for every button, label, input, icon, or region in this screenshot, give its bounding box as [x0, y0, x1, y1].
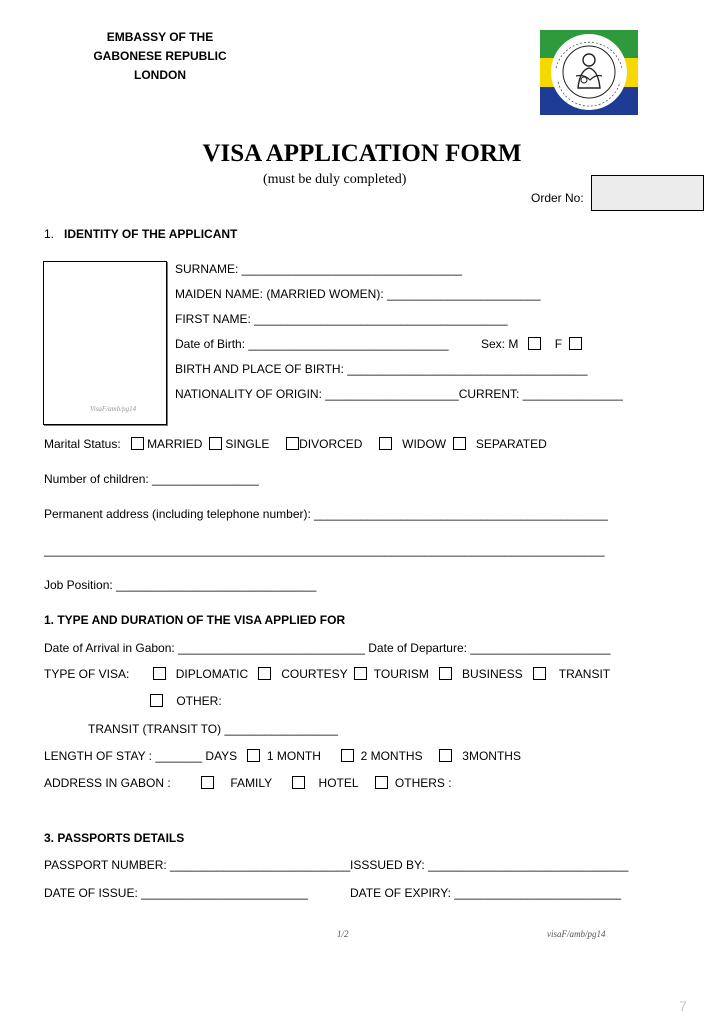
- arrival-departure-field[interactable]: Date of Arrival in Gabon: ____________________________ Date of Departure: _____________________: [44, 641, 611, 655]
- photo-box: [43, 261, 167, 425]
- divorced-checkbox[interactable]: [286, 437, 299, 450]
- diplomatic-label: DIPLOMATIC: [175, 667, 249, 681]
- gabon-emblem-logo: [540, 30, 638, 115]
- two-months-label: 2 MONTHS: [360, 749, 423, 763]
- permanent-address-field[interactable]: Permanent address (including telephone number): ____________________________________________: [44, 507, 608, 521]
- sex-male-label: Sex: M: [481, 337, 519, 351]
- other-visa-checkbox[interactable]: [150, 694, 163, 707]
- first-name-field[interactable]: FIRST NAME: ______________________________________: [175, 312, 508, 326]
- date-of-issue-field[interactable]: DATE OF ISSUE: _________________________: [44, 886, 308, 900]
- sex-female-checkbox[interactable]: [569, 337, 582, 350]
- order-number-label: Order No:: [531, 191, 584, 205]
- single-label: SINGLE: [225, 437, 270, 451]
- section-1-number: 1.: [44, 227, 55, 241]
- one-month-label: 1 MONTH: [266, 749, 321, 763]
- address-in-gabon-row: [44, 776, 452, 790]
- hotel-label: HOTEL: [318, 776, 359, 790]
- others-checkbox[interactable]: [375, 776, 388, 789]
- diplomatic-checkbox[interactable]: [153, 667, 166, 680]
- separated-checkbox[interactable]: [453, 437, 466, 450]
- job-position-field[interactable]: Job Position: ______________________________: [44, 578, 317, 592]
- separated-label: SEPARATED: [475, 437, 547, 451]
- form-subtitle: (must be duly completed): [263, 172, 407, 187]
- embassy-line-2: GABONESE REPUBLIC: [93, 49, 227, 63]
- others-label: OTHERS :: [394, 776, 452, 790]
- issued-by-field[interactable]: ISSSUED BY: ______________________________: [350, 858, 629, 872]
- single-checkbox[interactable]: [209, 437, 222, 450]
- length-of-stay-days-field[interactable]: LENGTH OF STAY : _______ DAYS: [44, 749, 238, 763]
- family-label: FAMILY: [230, 776, 273, 790]
- section-1-heading: [44, 227, 237, 241]
- permanent-address-line-2[interactable]: ____________________________________________________________________________________: [44, 543, 605, 557]
- embassy-line-1: EMBASSY OF THE: [106, 30, 214, 44]
- order-number-field[interactable]: [591, 175, 704, 211]
- married-checkbox[interactable]: [131, 437, 144, 450]
- other-visa-label: OTHER:: [176, 694, 222, 708]
- business-checkbox[interactable]: [439, 667, 452, 680]
- section-3-heading: 3. PASSPORTS DETAILS: [44, 831, 185, 845]
- one-month-checkbox[interactable]: [247, 749, 260, 762]
- date-of-birth-field[interactable]: Date of Birth: ______________________________: [175, 337, 449, 351]
- transit-to-field[interactable]: TRANSIT (TRANSIT TO) _________________: [88, 722, 338, 736]
- courtesy-label: COURTESY: [281, 667, 348, 681]
- length-of-stay-row: [44, 749, 521, 763]
- transit-label: TRANSIT: [558, 667, 611, 681]
- nationality-field[interactable]: NATIONALITY OF ORIGIN: ____________________CURRENT: _______________: [175, 387, 623, 401]
- transit-checkbox[interactable]: [533, 667, 546, 680]
- maiden-name-field[interactable]: MAIDEN NAME: (MARRIED WOMEN): _______________________: [175, 287, 541, 301]
- business-label: BUSINESS: [461, 667, 523, 681]
- footer-page-number: 1/2: [337, 929, 349, 939]
- embassy-address: [80, 28, 240, 85]
- family-checkbox[interactable]: [201, 776, 214, 789]
- divorced-label: DIVORCED: [299, 437, 363, 451]
- three-months-label: 3MONTHS: [462, 749, 521, 763]
- visa-type-row: [44, 667, 610, 681]
- birth-place-field[interactable]: BIRTH AND PLACE OF BIRTH: ____________________________________: [175, 362, 588, 376]
- form-title: VISA APPLICATION FORM: [202, 140, 522, 167]
- visa-type-label: TYPE OF VISA:: [44, 667, 130, 681]
- two-months-checkbox[interactable]: [341, 749, 354, 762]
- surname-field[interactable]: SURNAME: _________________________________: [175, 262, 462, 276]
- marital-status-label: Marital Status:: [44, 437, 121, 451]
- hotel-checkbox[interactable]: [292, 776, 305, 789]
- sex-female-label: F: [554, 337, 563, 351]
- passport-number-field[interactable]: PASSPORT NUMBER: ___________________________: [44, 858, 351, 872]
- embassy-line-3: LONDON: [134, 68, 186, 82]
- number-of-children-field[interactable]: Number of children: ________________: [44, 472, 259, 486]
- address-in-gabon-label: ADDRESS IN GABON :: [44, 776, 171, 790]
- married-label: MARRIED: [147, 437, 203, 451]
- footer-reference: visaF/amb/pg14: [547, 929, 606, 939]
- widow-checkbox[interactable]: [379, 437, 392, 450]
- marital-status-row: [44, 437, 547, 451]
- photo-reference: VisaF/amb/pg14: [90, 405, 137, 413]
- sex-male-checkbox[interactable]: [528, 337, 541, 350]
- tourism-checkbox[interactable]: [354, 667, 367, 680]
- section-2-heading: 1. TYPE AND DURATION OF THE VISA APPLIED FOR: [44, 613, 346, 627]
- widow-label: WIDOW: [402, 437, 447, 451]
- tourism-label: TOURISM: [373, 667, 429, 681]
- date-of-expiry-field[interactable]: DATE OF EXPIRY: _________________________: [350, 886, 622, 900]
- sex-selector: [481, 337, 582, 351]
- section-1-title: IDENTITY OF THE APPLICANT: [64, 227, 238, 241]
- corner-page-number: 7: [679, 998, 687, 1014]
- three-months-checkbox[interactable]: [439, 749, 452, 762]
- visa-type-other-row: [150, 694, 222, 708]
- courtesy-checkbox[interactable]: [258, 667, 271, 680]
